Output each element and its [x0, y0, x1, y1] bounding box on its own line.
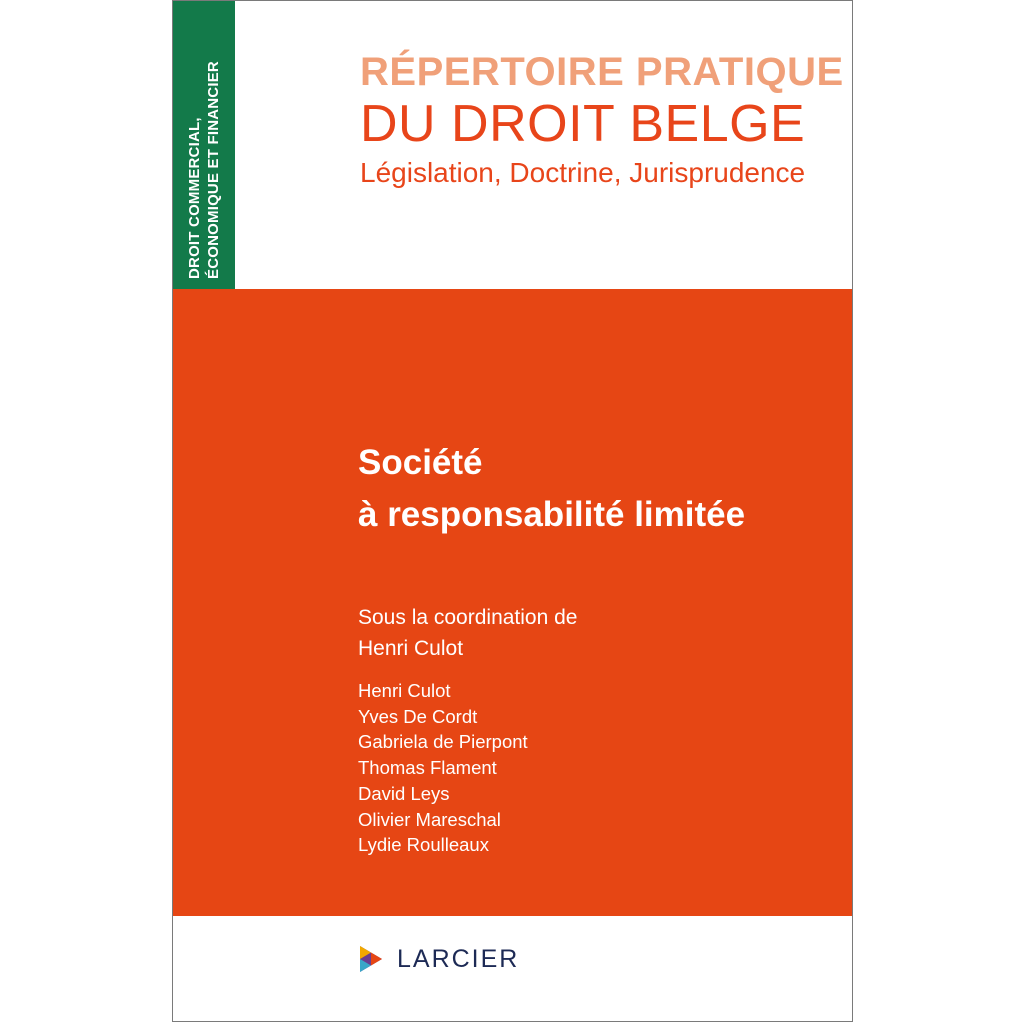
coordinator-name: Henri Culot [358, 637, 464, 660]
author-name: David Leys [358, 782, 450, 804]
collection-line-1: DROIT COMMERCIAL, [186, 117, 203, 279]
book-cover [172, 0, 853, 1022]
author-list [358, 678, 528, 858]
larcier-logo-icon [357, 944, 385, 974]
author-name: Thomas Flament [358, 757, 497, 779]
author-name: Henri Culot [358, 680, 451, 701]
author-name: Gabriela de Pierpont [358, 731, 528, 753]
collection-line-2: ÉCONOMIQUE ET FINANCIER [205, 61, 222, 279]
author-name: Lydie Roulleaux [358, 834, 489, 856]
author-name: Yves De Cordt [358, 705, 478, 727]
collection-label [173, 1, 235, 289]
series-title [360, 49, 844, 193]
book-title [358, 437, 745, 541]
collection-band [173, 1, 235, 289]
author-name: Olivier Mareschal [358, 808, 501, 830]
coordination-label: Sous la coordination de [358, 606, 578, 629]
book-title-line-1: Société [358, 443, 483, 482]
book-title-line-2: à responsabilité limitée [358, 495, 746, 534]
series-line-1: RÉPERTOIRE PRATIQUE [360, 50, 844, 94]
publisher-logo [357, 944, 519, 974]
title-block [173, 289, 852, 916]
series-line-2: DU DROIT BELGE [360, 95, 806, 153]
series-subtitle: Législation, Doctrine, Jurisprudence [360, 157, 806, 188]
coordination [358, 602, 578, 664]
publisher-name: LARCIER [397, 945, 520, 973]
